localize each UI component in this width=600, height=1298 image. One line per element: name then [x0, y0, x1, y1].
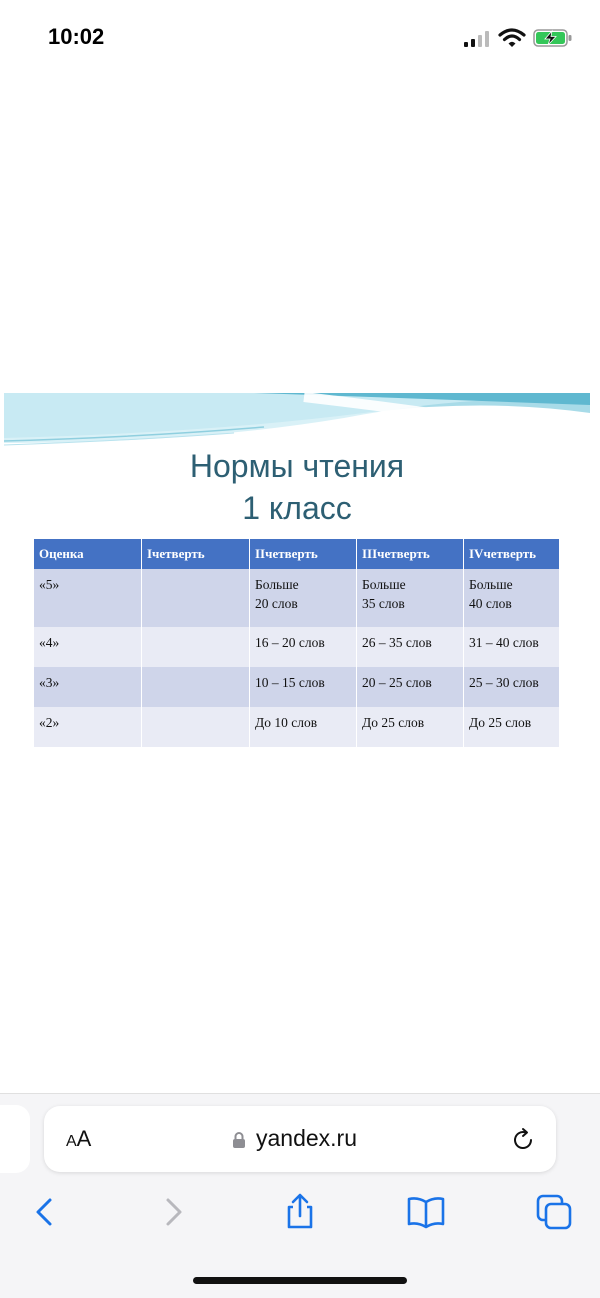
title-line-1: Нормы чтения [189, 448, 405, 484]
header-cell: IVчетверть [464, 539, 560, 569]
reading-norms-table [34, 539, 560, 747]
table-row [34, 569, 560, 627]
status-time: 10:02 [48, 24, 105, 49]
back-icon[interactable] [24, 1192, 64, 1232]
aa-large-label: A [76, 1126, 92, 1151]
header-cell: IIIчетверть [357, 539, 464, 569]
cellular-signal-icon [463, 30, 491, 48]
table-cell: Больше 40 слов [464, 569, 560, 627]
wifi-icon [498, 27, 526, 49]
table-header-row [34, 539, 560, 569]
table-row [34, 627, 560, 667]
reload-icon[interactable] [510, 1127, 536, 1153]
header-cell: Оценка [34, 539, 142, 569]
header-cell: IIчетверть [250, 539, 357, 569]
address-bar[interactable] [44, 1106, 556, 1172]
table-cell: Больше 35 слов [357, 569, 464, 627]
table-cell: 16 – 20 слов [250, 627, 357, 667]
battery-charging-icon [533, 28, 573, 48]
url-text[interactable]: yandex.ru [256, 1125, 358, 1151]
table-cell [142, 707, 250, 747]
table-row [34, 707, 560, 747]
table-cell [142, 627, 250, 667]
table-cell: 25 – 30 слов [464, 667, 560, 707]
table-cell: До 25 слов [464, 707, 560, 747]
table-cell: 26 – 35 слов [357, 627, 464, 667]
header-cell: Iчетверть [142, 539, 250, 569]
title-line-2: 1 класс [242, 490, 352, 526]
aa-small-label: A [66, 1133, 77, 1150]
reader-settings-button[interactable] [66, 1126, 91, 1152]
table-cell: «2» [34, 707, 142, 747]
table-cell: Больше 20 слов [250, 569, 357, 627]
table-cell: 10 – 15 слов [250, 667, 357, 707]
table-cell: 31 – 40 слов [464, 627, 560, 667]
share-icon[interactable] [280, 1192, 320, 1232]
table-cell [142, 569, 250, 627]
tabs-icon[interactable] [534, 1192, 574, 1232]
bookmarks-icon[interactable] [406, 1192, 446, 1232]
lock-icon [232, 1131, 246, 1149]
slide-image [4, 393, 590, 775]
status-bar [0, 0, 600, 80]
table-cell: До 10 слов [250, 707, 357, 747]
table-cell: «3» [34, 667, 142, 707]
table-row [34, 667, 560, 707]
table-cell: До 25 слов [357, 707, 464, 747]
table-cell: 20 – 25 слов [357, 667, 464, 707]
table-cell: «4» [34, 627, 142, 667]
table-cell: «5» [34, 569, 142, 627]
slide-title [4, 445, 590, 529]
home-indicator[interactable] [193, 1277, 407, 1284]
table-cell [142, 667, 250, 707]
previous-tab-preview[interactable] [0, 1105, 30, 1173]
forward-icon[interactable] [154, 1192, 194, 1232]
